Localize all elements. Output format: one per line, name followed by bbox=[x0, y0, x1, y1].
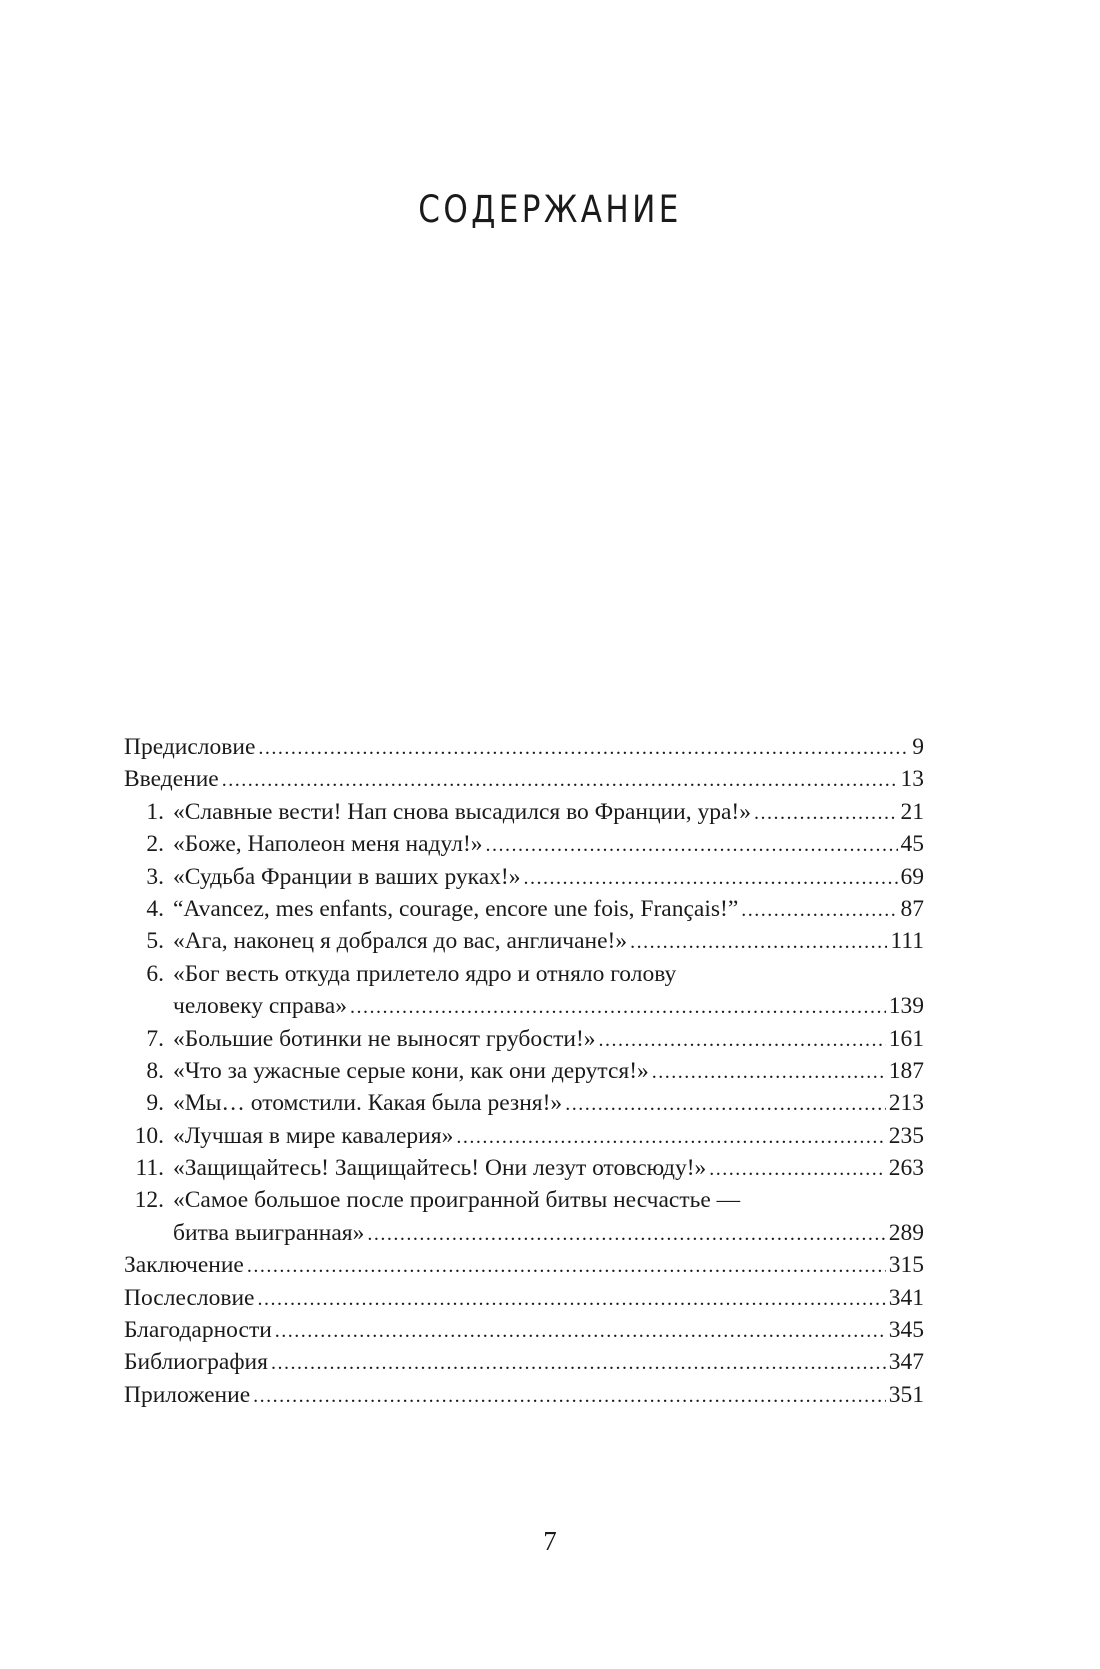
toc-entry-page: 235 bbox=[888, 1122, 924, 1149]
toc-entry-page: 87 bbox=[900, 895, 924, 922]
toc-entry-chapter-10[interactable] bbox=[124, 1120, 924, 1152]
chapter-number: 11. bbox=[135, 1155, 164, 1182]
toc-entry-label: «Судьба Франции в ваших руках!» bbox=[173, 863, 521, 890]
toc-entry-page: 315 bbox=[888, 1252, 924, 1279]
dot-leader bbox=[350, 991, 886, 1023]
toc-entry-page: 345 bbox=[888, 1317, 924, 1344]
toc-entry-acknowledgements[interactable] bbox=[124, 1314, 924, 1346]
toc-entry-appendix[interactable] bbox=[124, 1379, 924, 1411]
toc-entry-chapter-8[interactable] bbox=[124, 1055, 924, 1087]
toc-entry-chapter-5[interactable] bbox=[124, 925, 924, 957]
toc-entry-label: «Славные вести! Нап снова высадился во Франции, ура!» bbox=[173, 798, 751, 825]
toc-entry-label: «Что за ужасные серые кони, как они дерутся!» bbox=[173, 1057, 649, 1084]
toc-entry-chapter-6-continued[interactable] bbox=[124, 990, 924, 1022]
toc-entry-label: «Боже, Наполеон меня надул!» bbox=[173, 831, 483, 858]
toc-entry-page: 289 bbox=[888, 1219, 924, 1246]
toc-entry-page: 187 bbox=[888, 1057, 924, 1084]
chapter-number: 1. bbox=[146, 798, 164, 825]
toc-entry-label-continued: битва выигранная» bbox=[173, 1219, 365, 1246]
dot-leader bbox=[253, 1380, 886, 1412]
chapter-number: 4. bbox=[146, 895, 164, 922]
toc-entry-label: Послесловие bbox=[124, 1284, 255, 1311]
toc-entry-page: 263 bbox=[888, 1155, 924, 1182]
toc-entry-chapter-7[interactable] bbox=[124, 1023, 924, 1055]
dot-leader bbox=[247, 1250, 886, 1282]
toc-entry-page: 351 bbox=[888, 1381, 924, 1408]
chapter-number: 12. bbox=[134, 1187, 164, 1214]
chapter-number: 8. bbox=[146, 1057, 164, 1084]
dot-leader bbox=[709, 1153, 885, 1185]
toc-entry-label: Введение bbox=[124, 766, 219, 793]
toc-entry-introduction[interactable] bbox=[124, 763, 924, 795]
toc-entry-page: 161 bbox=[888, 1025, 924, 1052]
chapter-number: 9. bbox=[146, 1090, 164, 1117]
toc-entry-chapter-9[interactable] bbox=[124, 1087, 924, 1119]
toc-entry-page: 69 bbox=[900, 863, 924, 890]
toc-entry-chapter-12-continued[interactable] bbox=[124, 1217, 924, 1249]
dot-leader bbox=[741, 894, 897, 926]
dot-leader bbox=[275, 1315, 886, 1347]
toc-entry-label-continued: человеку справа» bbox=[173, 993, 347, 1020]
dot-leader bbox=[565, 1088, 886, 1120]
toc-entry-chapter-1[interactable] bbox=[124, 796, 924, 828]
toc-entry-conclusion[interactable] bbox=[124, 1249, 924, 1281]
dot-leader bbox=[652, 1056, 886, 1088]
toc-entry-label: «Самое большое после проигранной битвы несчастье — bbox=[173, 1187, 741, 1214]
dot-leader bbox=[367, 1218, 885, 1250]
toc-entry-page: 341 bbox=[888, 1284, 924, 1311]
toc-entry-label: «Ага, наконец я добрался до вас, англичане!» bbox=[173, 928, 628, 955]
page-number: 7 bbox=[543, 1526, 557, 1556]
toc-entry-label: Благодарности bbox=[124, 1317, 272, 1344]
toc-entry-label: Предисловие bbox=[124, 734, 256, 760]
toc-entry-afterword[interactable] bbox=[124, 1282, 924, 1314]
toc-entry-page: 45 bbox=[900, 831, 924, 858]
toc-entry-chapter-11[interactable] bbox=[124, 1152, 924, 1184]
chapter-number: 3. bbox=[146, 863, 164, 890]
toc-entry-label: «Защищайтесь! Защищайтесь! Они лезут отовсюду!» bbox=[173, 1155, 707, 1182]
toc-entry-label: «Мы… отомстили. Какая была резня!» bbox=[173, 1090, 563, 1117]
dot-leader bbox=[222, 764, 898, 796]
toc-entry-label: Заключение bbox=[124, 1252, 244, 1279]
toc-entry-chapter-3[interactable] bbox=[124, 861, 924, 893]
toc-entry-label: «Большие ботинки не выносят грубости!» bbox=[173, 1025, 596, 1052]
chapter-number: 5. bbox=[146, 928, 164, 955]
toc-entry-page: 213 bbox=[888, 1090, 924, 1117]
toc-entry-label: Приложение bbox=[124, 1381, 251, 1408]
dot-leader bbox=[630, 926, 887, 958]
toc-entry-page: 9 bbox=[912, 734, 924, 760]
toc-entry-chapter-4[interactable] bbox=[124, 893, 924, 925]
toc-entry-chapter-6[interactable] bbox=[124, 958, 924, 990]
toc-entry-page: 21 bbox=[900, 798, 924, 825]
page-title: СОДЕРЖАНИЕ bbox=[418, 188, 682, 231]
chapter-number: 10. bbox=[134, 1122, 164, 1149]
toc-entry-label: “Avancez, mes enfants, courage, encore une fois, Français!” bbox=[173, 895, 739, 922]
chapter-number: 6. bbox=[146, 960, 164, 987]
toc-entry-preface[interactable] bbox=[124, 731, 924, 763]
dot-leader bbox=[754, 797, 898, 829]
dot-leader bbox=[523, 862, 897, 894]
toc-entry-page: 347 bbox=[888, 1349, 924, 1376]
toc-entry-label: Библиография bbox=[124, 1349, 268, 1376]
dot-leader bbox=[258, 732, 909, 764]
toc-entry-page: 139 bbox=[888, 993, 924, 1020]
dot-leader bbox=[456, 1121, 885, 1153]
dot-leader bbox=[486, 829, 898, 861]
dot-leader bbox=[599, 1024, 886, 1056]
toc-entry-label: «Бог весть откуда прилетело ядро и отняло голову bbox=[173, 960, 677, 987]
table-of-contents bbox=[124, 731, 924, 1411]
dot-leader bbox=[258, 1283, 886, 1315]
toc-entry-chapter-2[interactable] bbox=[124, 828, 924, 860]
chapter-number: 2. bbox=[146, 831, 164, 858]
dot-leader bbox=[271, 1347, 886, 1379]
chapter-number: 7. bbox=[146, 1025, 164, 1052]
toc-entry-page: 111 bbox=[890, 928, 924, 955]
toc-entry-bibliography[interactable] bbox=[124, 1346, 924, 1378]
toc-entry-label: «Лучшая в мире кавалерия» bbox=[173, 1122, 454, 1149]
toc-entry-page: 13 bbox=[900, 766, 924, 793]
toc-entry-chapter-12[interactable] bbox=[124, 1184, 924, 1216]
